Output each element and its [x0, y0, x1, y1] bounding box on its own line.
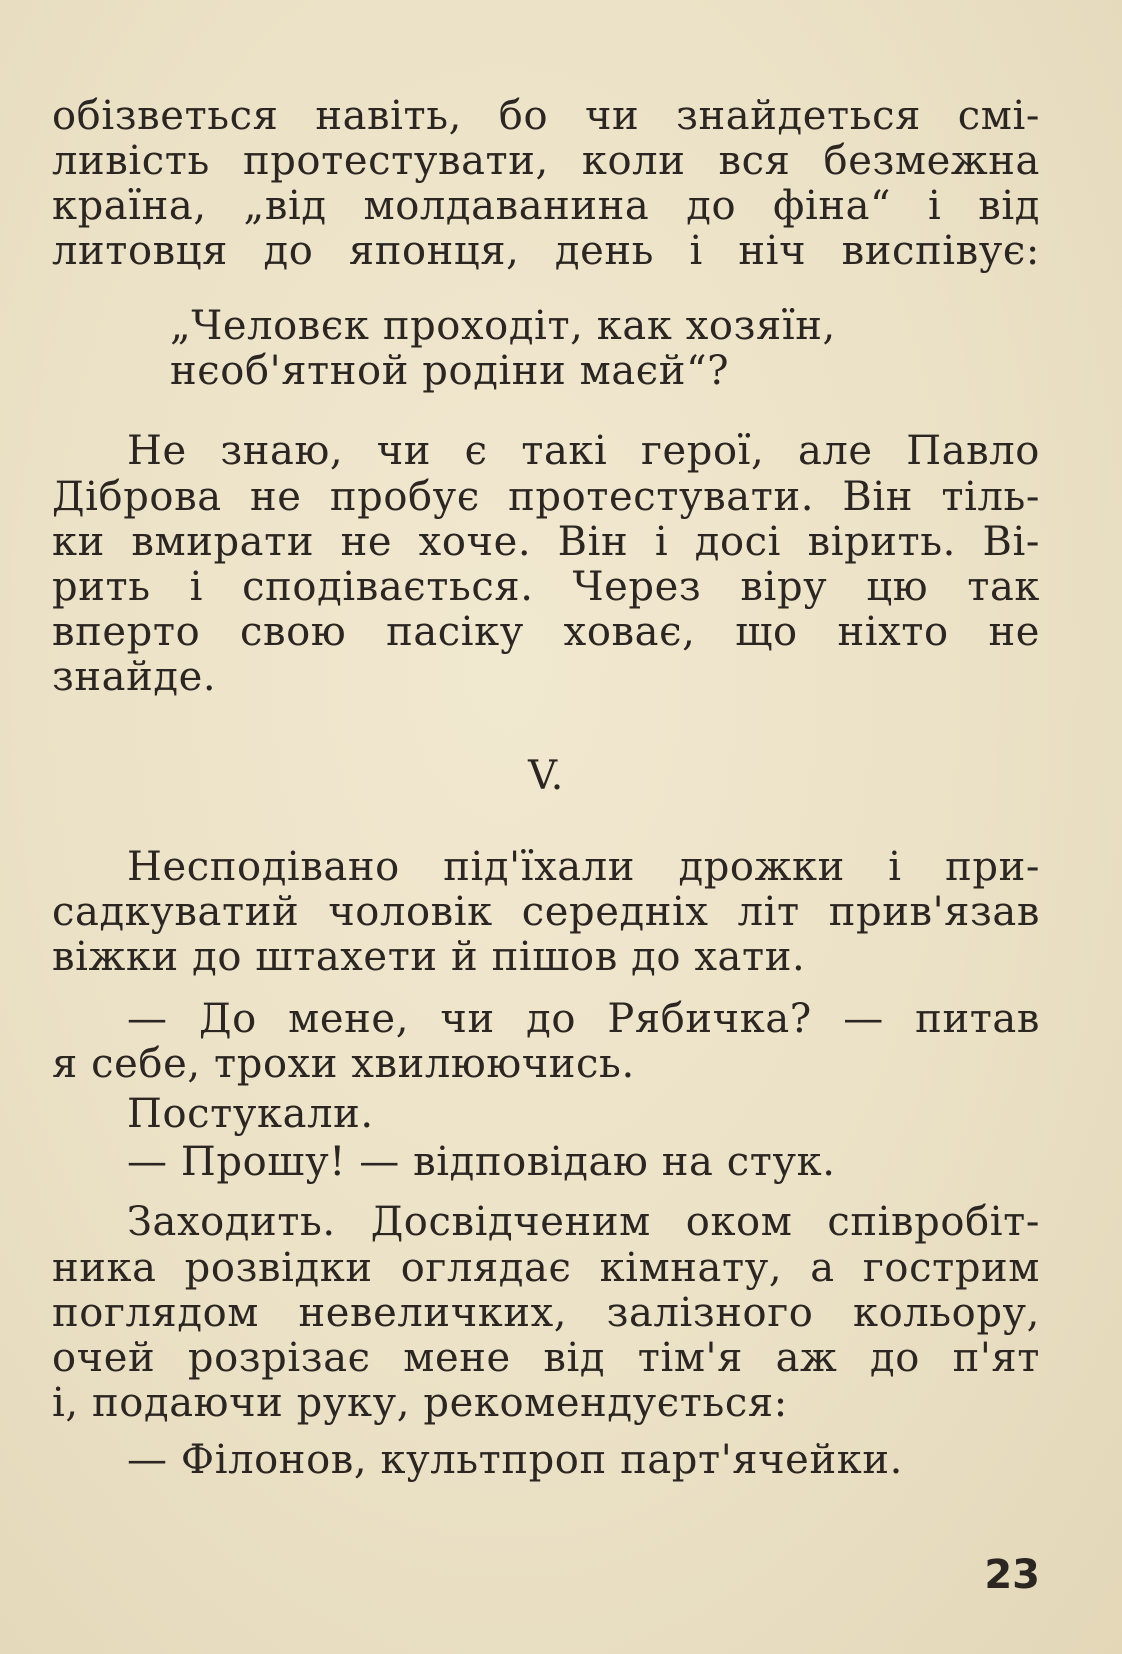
text-line: ника розвідки оглядає кімнату, а гострим: [52, 1245, 1040, 1291]
text-line: Заходить. Досвідченим оком співробіт-: [127, 1199, 1040, 1245]
text-line: Не знаю, чи є такі герої, але Павло: [127, 428, 1040, 474]
page-number: 23: [984, 1552, 1040, 1598]
section-heading: V.: [528, 753, 564, 799]
text-line: Діброва не пробує протестувати. Він тіль-: [52, 474, 1040, 520]
poem-line: нєоб'ятной родіни маєй“?: [170, 348, 730, 394]
text-line: вперто свою пасіку ховає, що ніхто не: [52, 609, 1040, 655]
text-line: Несподівано під'їхали дрожки і при-: [127, 844, 1040, 890]
text-line: — Філонов, культпроп парт'ячейки.: [127, 1437, 903, 1483]
text-line: садкуватий чоловік середніх літ прив'язав: [52, 889, 1040, 935]
text-line: і, подаючи руку, рекомендується:: [52, 1380, 788, 1426]
text-line: обізветься навіть, бо чи знайдеться смі-: [52, 93, 1040, 139]
text-line: ки вмирати не хоче. Він і досі вірить. Ві-: [52, 519, 1040, 565]
text-line: поглядом невеличких, залізного кольору,: [52, 1290, 1040, 1336]
text-line: я себе, трохи хвилюючись.: [52, 1041, 635, 1087]
text-line: рить і сподівається. Через віру цю так: [52, 564, 1040, 610]
text-line: віжки до штахети й пішов до хати.: [52, 934, 806, 980]
text-line: — До мене, чи до Рябичка? — питав: [127, 996, 1040, 1042]
text-line: країна, „від молдаванина до фіна“ і від: [52, 183, 1040, 229]
text-line: ливість протестувати, коли вся безмежна: [52, 138, 1040, 184]
text-line: знайде.: [52, 654, 217, 700]
poem-line: „Человєк проходіт, как хозяїн,: [170, 303, 836, 349]
text-line: — Прошу! — відповідаю на стук.: [127, 1139, 836, 1185]
text-line: литовця до японця, день і ніч виспівує:: [52, 228, 1040, 274]
text-line: Постукали.: [127, 1091, 374, 1137]
text-line: очей розрізає мене від тім'я аж до п'ят: [52, 1335, 1040, 1381]
